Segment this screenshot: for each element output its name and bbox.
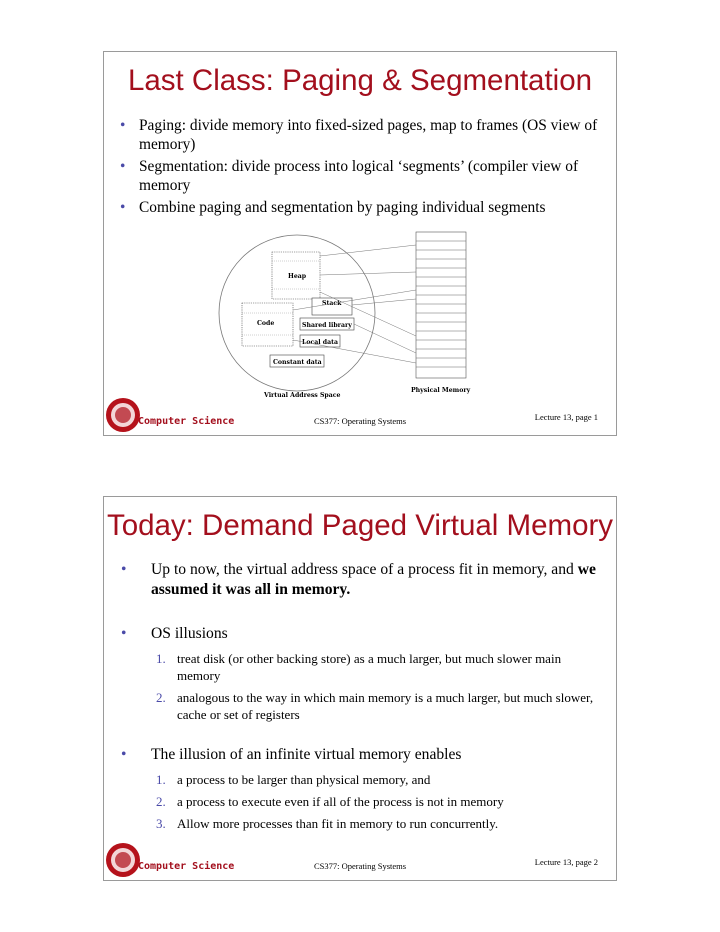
bullet-item: • Segmentation: divide process into logical ‘segments’ (compiler view of memory [120,158,579,194]
sub-item: 1. treat disk (or other backing store) as a much larger, but much slower main memory [156,651,562,683]
footer-course: CS377: Operating Systems [314,416,407,426]
slide-1 [103,51,617,436]
footer-course: CS377: Operating Systems [314,861,407,871]
paged-segmentation-diagram [216,230,482,405]
bullet-dot-icon: • [120,158,126,175]
bullet-dot-icon: • [121,625,127,642]
bullet-list [118,116,598,220]
sub-item: 3. Allow more processes than fit in memory to run concurrently. [156,816,499,831]
bullet-item: • Paging: divide memory into fixed-sized pages, map to frames (OS view of memory) [120,117,598,153]
shared-library-label: Shared library [302,322,352,329]
bullet-dot-icon: • [120,117,126,134]
bullet-dot-icon: • [121,561,127,578]
bullet-item: • OS illusions 1. treat disk (or other backing store) as a much larger, but much slower main memory 2. analogous to the way in which main memory is a much larger, but much slower, cache or set of registers [118,624,598,723]
sub-item: 2. analogous to the way in which main memory is a much larger, but much slower, cache or set of registers [156,690,594,722]
local-data-label: Local data [302,339,338,346]
footer-department: Computer Science [138,861,235,872]
slide-2 [103,496,617,881]
constant-data-label: Constant data [273,359,322,366]
university-seal-icon [104,395,144,435]
slide-title: Last Class: Paging & Segmentation [127,64,593,97]
footer-department: Computer Science [138,416,235,427]
sub-list [151,650,598,723]
virtual-address-space-caption: Virtual Address Space [264,392,341,399]
footer-page-number: Lecture 13, page 2 [534,857,598,867]
bullet-dot-icon: • [120,199,126,216]
heap-label: Heap [288,273,307,280]
footer-page-number: Lecture 13, page 1 [534,412,598,422]
sub-item: 2. a process to execute even if all of the process is not in memory [156,794,504,809]
bullet-item: • The illusion of an infinite virtual memory enables 1. a process to be larger than physical memory, and 2. a process to execute even if all of the process is not in memory 3. Allow more processes than fit in memory to run concurrently. [118,745,598,832]
stack-label: Stack [322,300,342,307]
bullet-list [118,560,598,837]
slide-title: Today: Demand Paged Virtual Memory [106,509,614,542]
physical-memory-caption: Physical Memory [411,387,471,394]
code-label: Code [257,320,275,327]
university-seal-icon [104,840,144,880]
sub-item: 1. a process to be larger than physical memory, and [156,772,431,787]
bullet-dot-icon: • [121,746,127,763]
physical-memory-frames [416,232,466,378]
bullet-item: • Combine paging and segmentation by paging individual segments [120,199,546,216]
sub-list [151,771,598,832]
bullet-item: • Up to now, the virtual address space of a process fit in memory, and we assumed it was all in memory. [121,561,596,598]
